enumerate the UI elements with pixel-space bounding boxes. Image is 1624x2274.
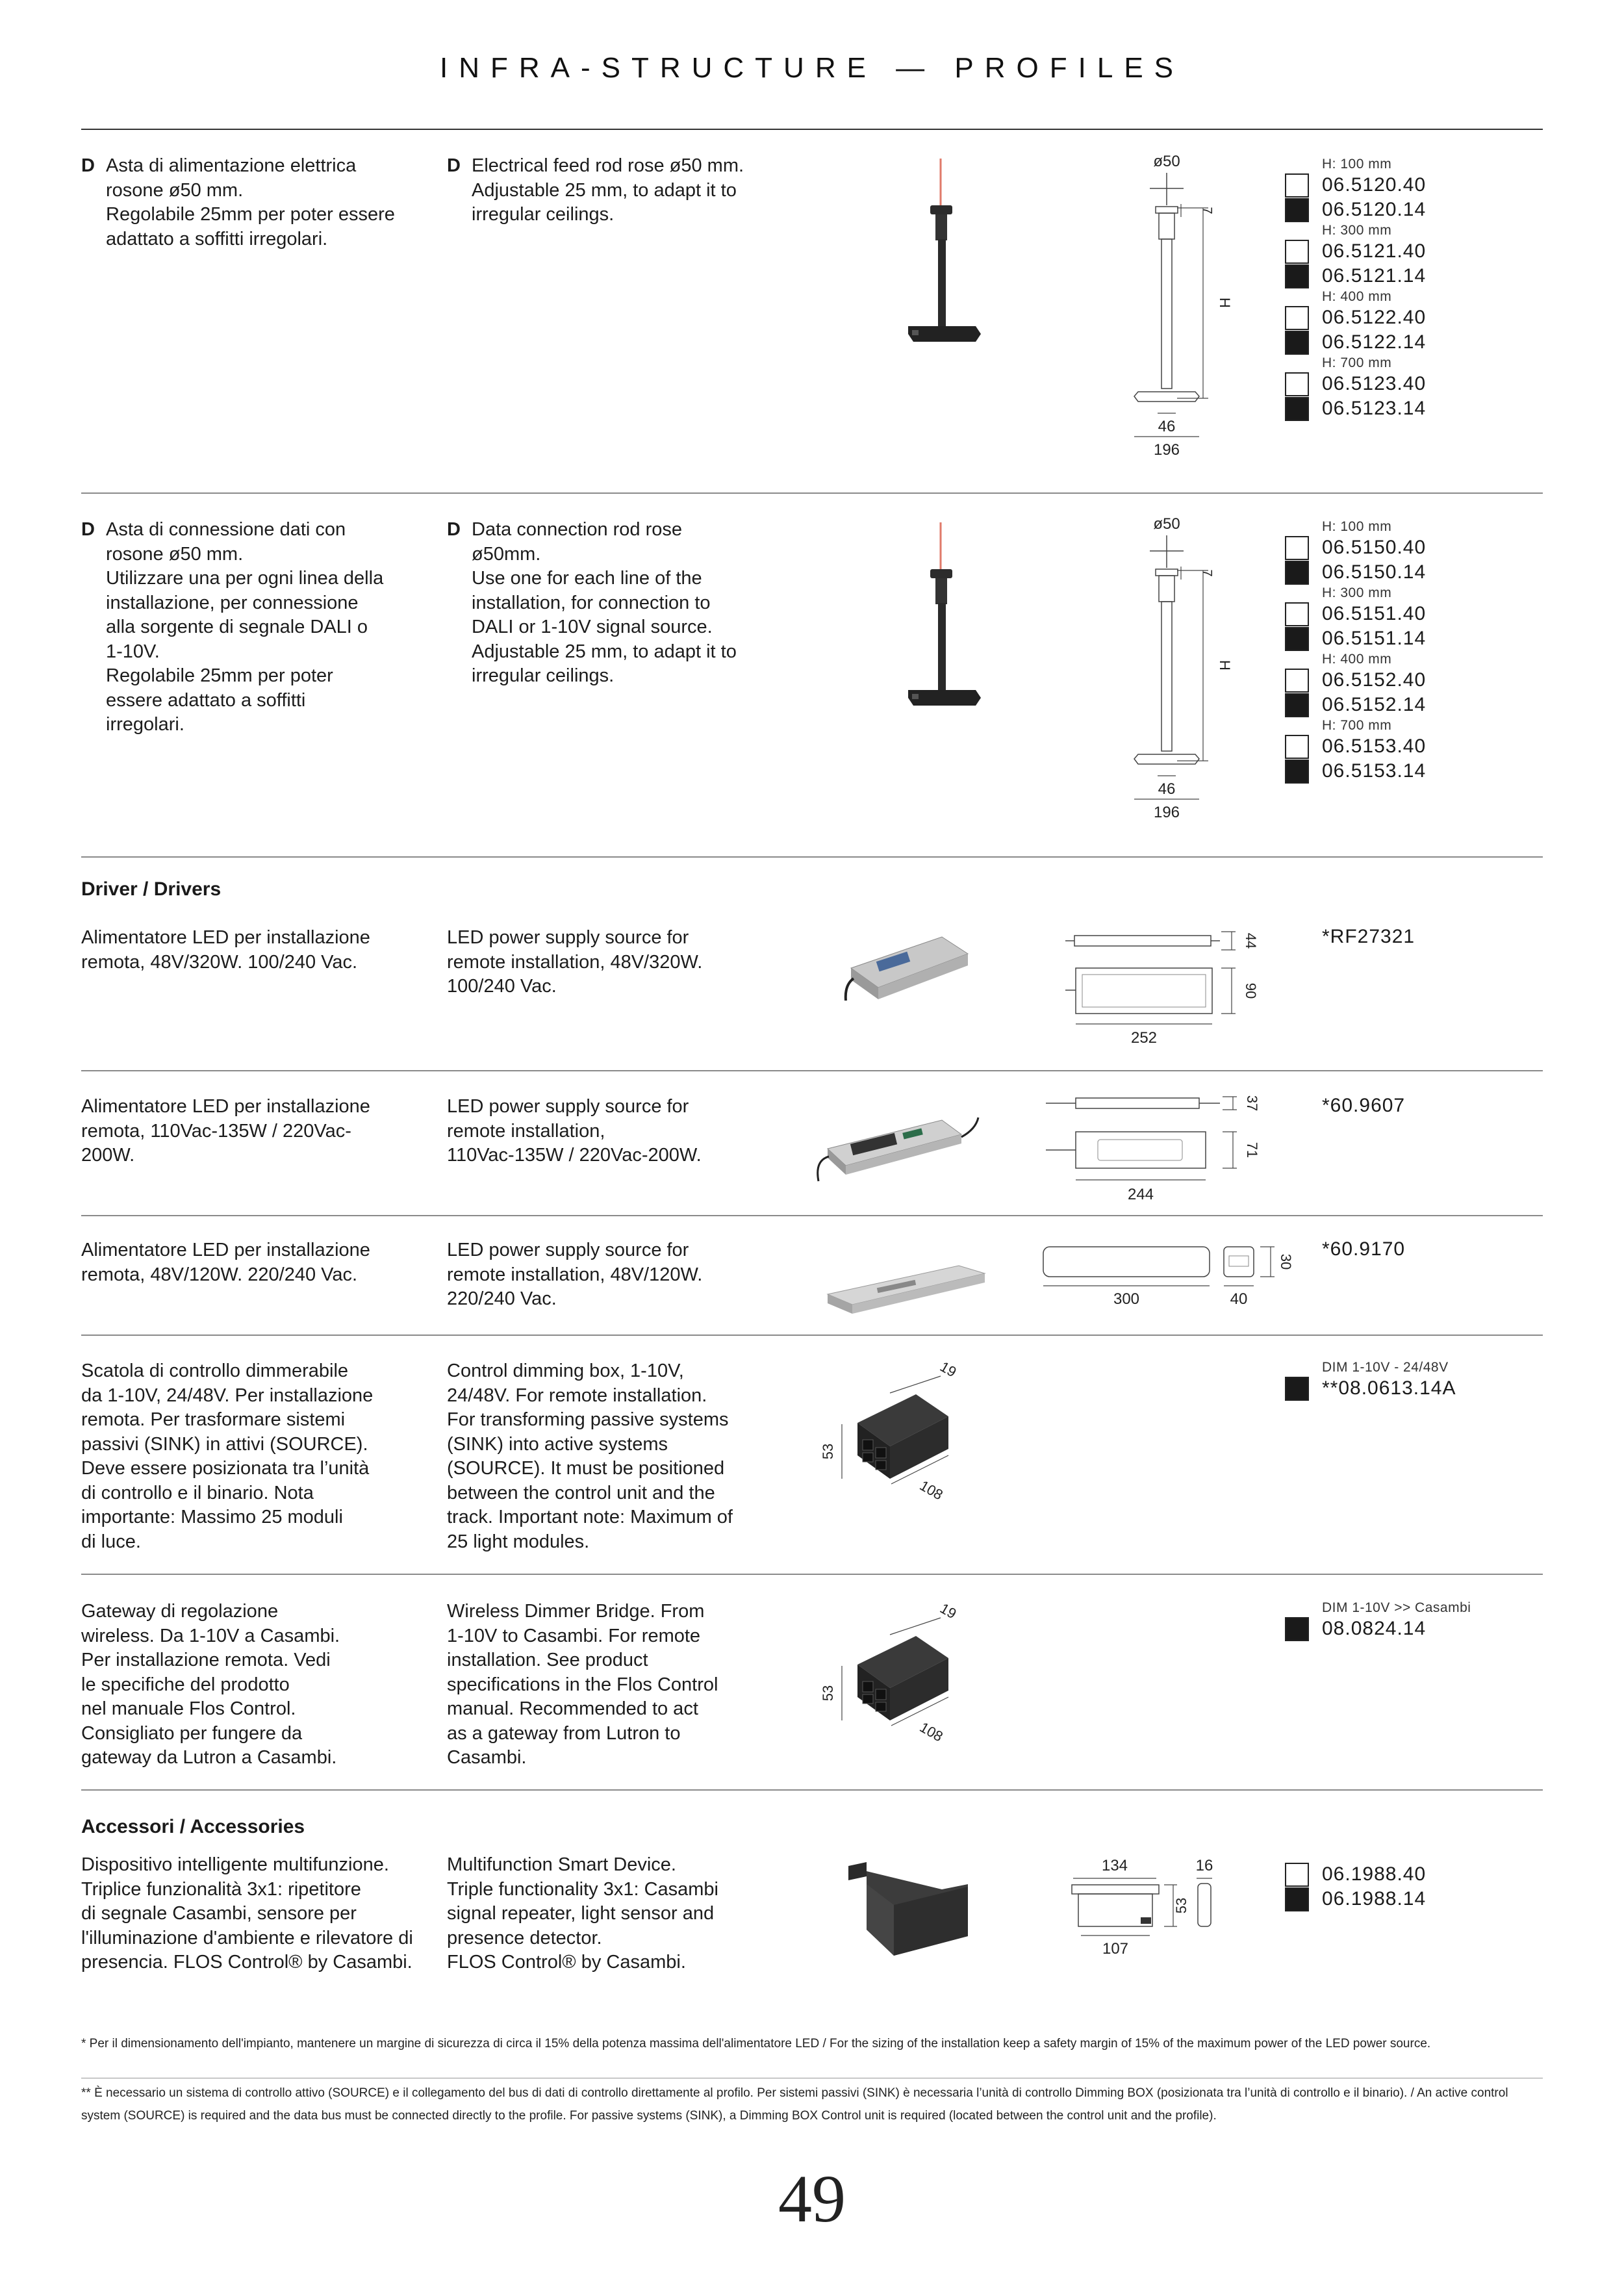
driver5-description-it: Gateway di regolazione wireless. Da 1-10V a Casambi. Per installazione remota. Vedi le specifiche del prodotto nel manuale Flos Control. Consigliato per fungere da gateway da Lutron a Casambi.	[81, 1601, 340, 1768]
rod1-marker-it: D	[81, 155, 95, 176]
rod2-codes: H: 100 mm 06.5150.40 06.5150.14 H: 300 mm 06.5151.40 06.5151.14 H: 400 mm 06.5152.40 06.5152.14 H: 700 mm 06.5153.40 06.5153.14	[1285, 518, 1519, 784]
driver1-dim-depth: 90	[1243, 982, 1259, 999]
driver4-codes: DIM 1-10V - 24/48V **08.0613.14A	[1285, 1359, 1519, 1401]
driver2-dim-height: 37	[1244, 1095, 1260, 1112]
black-swatch-icon	[1285, 1377, 1309, 1401]
section-divider	[81, 856, 1543, 858]
footnote-1: * Per il dimensionamento dell'impianto, mantenere un margine di sicurezza di circa il 15% della potenza massima dell'alimentatore LED / For the sizing of the installation keep a safety margin of 15% of the maximum power of the LED power source.	[81, 2037, 1431, 2050]
rod2-description-en: D Data connection rod rose ø50mm. Use one for each line of the installation, for connection to DALI or 1-10V signal source. Adjustable 25 mm, to adapt it to irregular ceilings.	[447, 518, 785, 689]
driver3-description-en: LED power supply source for remote installation, 48V/120W. 220/240 Vac.	[447, 1240, 703, 1309]
driver4-description-en: Control dimming box, 1-10V, 24/48V. For remote installation. For transforming passive systems (SINK) into active systems (SOURCE). It must be positioned between the control unit and the track. Important note: Maximum of 25 light modules.	[447, 1361, 733, 1552]
rod1-description-it: D Asta di alimentazione elettrica rosone ø50 mm. Regolabile 25mm per poter essere adattato a soffitti irregolari.	[81, 154, 445, 251]
white-swatch-icon	[1285, 602, 1309, 626]
driver5-product-image	[818, 1593, 974, 1756]
driver5-dim-c: 108	[917, 1718, 946, 1745]
white-swatch-icon	[1285, 306, 1309, 330]
section-divider	[81, 1789, 1543, 1791]
black-swatch-icon	[1285, 627, 1309, 651]
rod2-dim-w2: 196	[1153, 804, 1180, 821]
white-swatch-icon	[1285, 372, 1309, 396]
driver3-dim-width: 300	[1113, 1290, 1140, 1308]
accessory-description-en: Multifunction Smart Device. Triple functionality 3x1: Casambi signal repeater, light sensor and presence detector. FLOS Control® by Casambi.	[447, 1854, 718, 1973]
header-divider	[81, 129, 1543, 130]
driver3-dim-height: 30	[1278, 1253, 1294, 1270]
black-swatch-icon	[1285, 1887, 1309, 1911]
black-swatch-icon	[1285, 198, 1309, 222]
driver1-code: *RF27321	[1322, 926, 1415, 947]
black-swatch-icon	[1285, 1617, 1309, 1641]
accessory-product-image	[838, 1858, 987, 1969]
accessory-codes: 06.1988.40 06.1988.14	[1285, 1862, 1519, 1911]
rod1-dim-top: 7	[1200, 207, 1214, 214]
driver3-dim-depth: 40	[1230, 1290, 1248, 1308]
accessory-dim-width: 134	[1101, 1857, 1128, 1874]
driver2-technical-drawing	[1039, 1089, 1260, 1219]
driver4-dim-c: 108	[917, 1477, 946, 1503]
white-swatch-icon	[1285, 735, 1309, 759]
driver4-dim-b: 53	[820, 1443, 836, 1460]
driver5-dim-b: 53	[820, 1685, 836, 1702]
footnote-2: ** È necessario un sistema di controllo attivo (SOURCE) e il collegamento del bus di dati di controllo direttamente al profilo. Per sistemi passivi (SINK) è necessaria l’unità di controllo Dimming BOX (posizionata tra l’unità di controllo e il binario). / An active control system (SOURCE) is required and the data bus must be connected directly to the profile. For passive systems (SINK), a Dimming BOX Control unit is required (located between the control unit and the profile).	[81, 2086, 1508, 2123]
rod1-dim-height: H	[1217, 298, 1233, 308]
section-divider	[81, 1574, 1543, 1575]
driver1-description-en: LED power supply source for remote installation, 48V/320W. 100/240 Vac.	[447, 927, 703, 997]
black-swatch-icon	[1285, 331, 1309, 355]
driver1-dim-width: 252	[1130, 1029, 1158, 1047]
accessory-dim-height: 53	[1173, 1897, 1189, 1914]
driver2-dim-width: 244	[1127, 1186, 1154, 1203]
driver2-description-it: Alimentatore LED per installazione remota, 110Vac-135W / 220Vac- 200W.	[81, 1096, 370, 1166]
rod1-codes: H: 100 mm 06.5120.40 06.5120.14 H: 300 mm 06.5121.40 06.5121.14 H: 400 mm 06.5122.40 06.5122.14 H: 700 mm 06.5123.40 06.5123.14	[1285, 156, 1519, 421]
white-swatch-icon	[1285, 240, 1309, 264]
white-swatch-icon	[1285, 536, 1309, 560]
black-swatch-icon	[1285, 561, 1309, 585]
rod2-product-image	[883, 520, 987, 728]
driver4-description-it: Scatola di controllo dimmerabile da 1-10V, 24/48V. Per installazione remota. Per trasformare sistemi passivi (SINK) in attivi (SOURCE). Deve essere posizionata tra l’unità di controllo e il binario. Nota importante: Massimo 25 moduli di luce.	[81, 1361, 374, 1552]
driver2-code: *60.9607	[1322, 1095, 1406, 1116]
rod1-marker-en: D	[447, 155, 461, 176]
drivers-heading: Driver / Drivers	[81, 878, 222, 900]
page-title: INFRA-STRUCTURE — PROFILES	[439, 52, 1185, 84]
rod1-dim-diameter: ø50	[1153, 153, 1180, 170]
rod2-marker-it: D	[81, 519, 95, 540]
rod2-dim-top: 7	[1200, 569, 1214, 577]
black-swatch-icon	[1285, 760, 1309, 784]
rod1-technical-drawing	[1104, 155, 1267, 466]
rod1-product-image	[883, 156, 987, 364]
accessory-technical-drawing	[1059, 1855, 1228, 1965]
accessory-dim-b: 107	[1102, 1940, 1129, 1958]
driver2-description-en: LED power supply source for remote installation, 110Vac-135W / 220Vac-200W.	[447, 1096, 702, 1166]
accessory-description-it: Dispositivo intelligente multifunzione. Triplice funzionalità 3x1: ripetitore di segnale Casambi, sensore per l'illuminazione d'ambiente e rilevatore di presencia. FLOS Control® by Casambi.	[81, 1854, 413, 1973]
driver1-dim-height: 44	[1243, 932, 1259, 949]
driver5-codes: DIM 1-10V >> Casambi 08.0824.14	[1285, 1600, 1519, 1641]
rod1-dim-w1: 46	[1158, 418, 1176, 435]
driver3-description-it: Alimentatore LED per installazione remota, 48V/120W. 220/240 Vac.	[81, 1240, 370, 1285]
driver5-dim-a: 19	[937, 1600, 959, 1622]
black-swatch-icon	[1285, 264, 1309, 288]
black-swatch-icon	[1285, 397, 1309, 421]
rod1-description-en: D Electrical feed rod rose ø50 mm. Adjustable 25 mm, to adapt it to irregular ceilings.	[447, 154, 785, 227]
accessory-dim-depth: 16	[1195, 1857, 1213, 1874]
rod2-description-it: D Asta di connessione dati con rosone ø50 mm. Utilizzare una per ogni linea della installazione, per connessione alla sorgente di segnale DALI o 1-10V. Regolabile 25mm per poter essere adattato a soffitti irregolari.	[81, 518, 445, 737]
rod2-dim-w1: 46	[1158, 780, 1176, 798]
rod2-dim-diameter: ø50	[1153, 515, 1180, 533]
page-number: 49	[778, 2162, 846, 2236]
driver3-product-image	[818, 1247, 1000, 1319]
rod2-dim-height: H	[1217, 660, 1233, 671]
driver2-product-image	[806, 1098, 987, 1195]
driver1-technical-drawing	[1065, 923, 1273, 1059]
accessories-heading: Accessori / Accessories	[81, 1816, 305, 1837]
rod2-marker-en: D	[447, 519, 461, 540]
rod2-technical-drawing	[1104, 517, 1267, 829]
section-divider	[81, 1335, 1543, 1336]
rod1-dim-w2: 196	[1153, 441, 1180, 459]
section-divider	[81, 1070, 1543, 1071]
driver3-technical-drawing	[1039, 1238, 1294, 1309]
white-swatch-icon	[1285, 669, 1309, 693]
black-swatch-icon	[1285, 693, 1309, 717]
driver1-product-image	[838, 923, 987, 1020]
white-swatch-icon	[1285, 173, 1309, 198]
driver5-description-en: Wireless Dimmer Bridge. From 1-10V to Casambi. For remote installation. See product specifications in the Flos Control manual. Recommended to act as a gateway from Lutron to Casambi.	[447, 1601, 718, 1768]
driver4-dim-a: 19	[937, 1358, 959, 1381]
driver4-product-image	[818, 1351, 974, 1514]
driver3-code: *60.9170	[1322, 1238, 1406, 1260]
white-swatch-icon	[1285, 1863, 1309, 1887]
section-divider	[81, 492, 1543, 494]
driver2-dim-depth: 71	[1244, 1142, 1260, 1158]
driver1-description-it: Alimentatore LED per installazione remota, 48V/320W. 100/240 Vac.	[81, 927, 370, 973]
section-divider	[81, 1215, 1543, 1216]
